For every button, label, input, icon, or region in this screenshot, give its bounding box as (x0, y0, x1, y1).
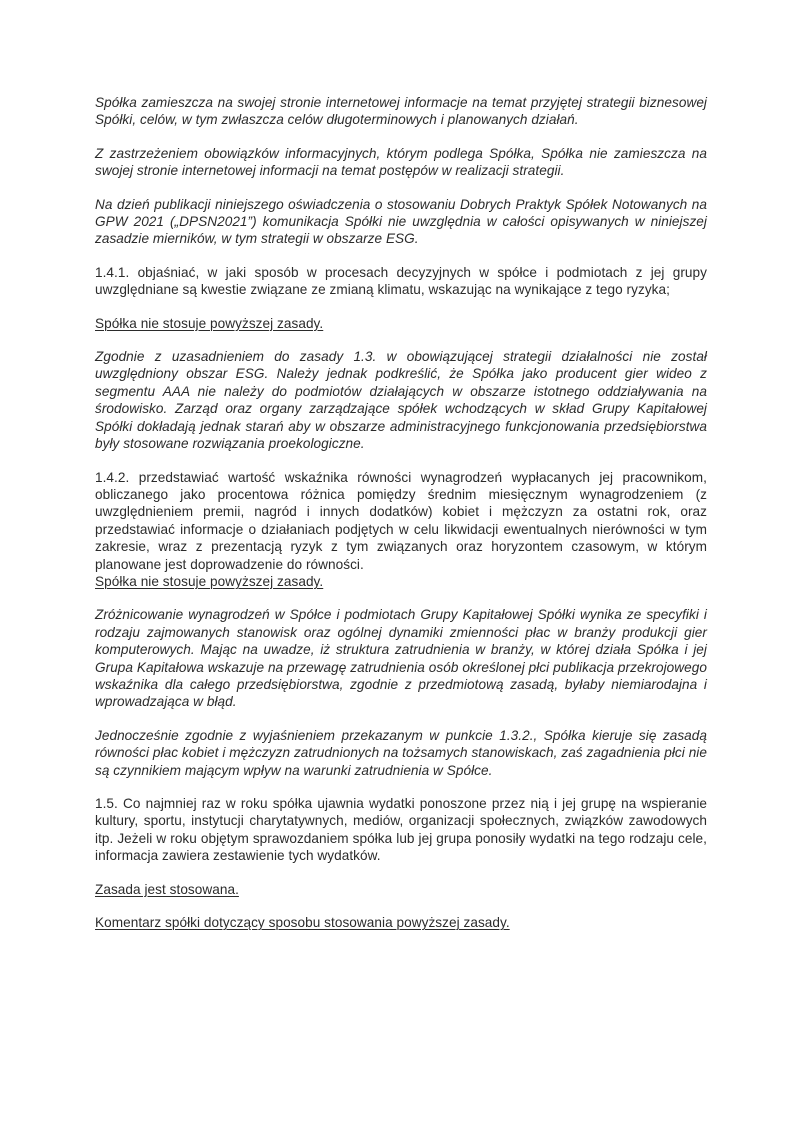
paragraph-esg-explanation: Zgodnie z uzasadnieniem do zasady 1.3. w obowiązującej strategii działalności nie został uwzględniony obszar ESG. Należy jednak podkreślić, że Spółka jako producent gier wideo z segmentu AAA nie należy do podmiotów działających w obszarze istotnego oddziaływania na środowisko. Zarząd oraz organy zarządzające spółek wchodzących w skład Grupy Kapitałowej Spółki dokładają jednak starań aby w obszarze administracyjnego funkcjonowania przedsiębiorstwa były stosowane rozwiązania proekologiczne. (95, 349, 707, 452)
principle-1-5-status (95, 881, 707, 898)
paragraph-strategy-info: Spółka zamieszcza na swojej stronie internetowej informacje na temat przyjętej strategii biznesowej Spółki, celów, w tym zwłaszcza celów długoterminowych i planowanych działań. (95, 95, 707, 128)
document-page (95, 94, 707, 947)
paragraph-pay-equality: Jednocześnie zgodnie z wyjaśnieniem przekazanym w punkcie 1.3.2., Spółka kieruje się zasadą równości płac kobiet i mężczyzn zatrudnionych na tożsamych stanowiskach, zaś zagadnienia płci nie są czynnikiem mającym wpływ na warunki zatrudnienia w Spółce. (95, 727, 707, 778)
status-not-applied: Spółka nie stosuje powyższej zasady. (95, 573, 324, 589)
status-not-applied: Spółka nie stosuje powyższej zasady. (95, 315, 324, 331)
principle-1-5-comment-heading (95, 914, 707, 931)
principle-1-4-2 (95, 469, 707, 591)
paragraph-strategy-progress: Z zastrzeżeniem obowiązków informacyjnych, którym podlega Spółka, Spółka nie zamieszcza na swojej stronie internetowej informacji na temat postępów w realizacji strategii. (95, 145, 707, 179)
principle-1-4-1-status (95, 315, 707, 332)
principle-1-4-1: 1.4.1. objaśniać, w jaki sposób w procesach decyzyjnych w spółce i podmiotach z jej grupy uwzględniane są kwestie związane ze zmianą klimatu, wskazując na wynikające z tego ryzyka; (95, 264, 707, 298)
principle-1-4-2-text: 1.4.2. przedstawiać wartość wskaźnika równości wynagrodzeń wypłacanych jej pracownikom, obliczanego jako procentowa różnica pomiędzy średnim miesięcznym wynagrodzeniem (z uwzględnieniem premii, nagród i innych dodatków) kobiet i mężczyzn za ostatni rok, oraz przedstawiać informacje o działaniach podjętych w celu likwidacji ewentualnych nierówności w tym zakresie, wraz z prezentacją ryzyk z tym związanych oraz horyzontem czasowym, w którym planowane jest doprowadzenie do równości. (95, 469, 707, 572)
paragraph-pay-differences: Zróżnicowanie wynagrodzeń w Spółce i podmiotach Grupy Kapitałowej Spółki wynika ze specyfiki i rodzaju zajmowanych stanowisk oraz ogólnej dynamiki zmienności płac w branży produkcji gier komputerowych. Mając na uwadze, iż struktura zatrudnienia w branży, w której działa Spółka i jej Grupa Kapitałowa wskazuje na przewagę zatrudnienia osób określonej płci publikacja przekrojowego wskaźnika dla całego przedsiębiorstwa, zgodnie z przedmiotową zasadą, byłaby niemiarodajna i wprowadzająca w błąd. (95, 607, 707, 710)
principle-1-5: 1.5. Co najmniej raz w roku spółka ujawnia wydatki ponoszone przez nią i jej grupę na wspieranie kultury, sportu, instytucji charytatywnych, mediów, organizacji społecznych, związków zawodowych itp. Jeżeli w roku objętym sprawozdaniem spółka lub jej grupa ponosiły wydatki na tego rodzaju cele, informacja zawiera zestawienie tych wydatków. (95, 796, 707, 864)
comment-heading: Komentarz spółki dotyczący sposobu stosowania powyższej zasady. (95, 915, 510, 931)
status-applied: Zasada jest stosowana. (95, 881, 239, 897)
paragraph-dpsn2021-note: Na dzień publikacji niniejszego oświadczenia o stosowaniu Dobrych Praktyk Spółek Notowanych na GPW 2021 („DPSN2021”) komunikacja Spółki nie uwzględnia w całości opisywanych w niniejszej zasadzie mierników, w tym strategii w obszarze ESG. (95, 196, 707, 247)
